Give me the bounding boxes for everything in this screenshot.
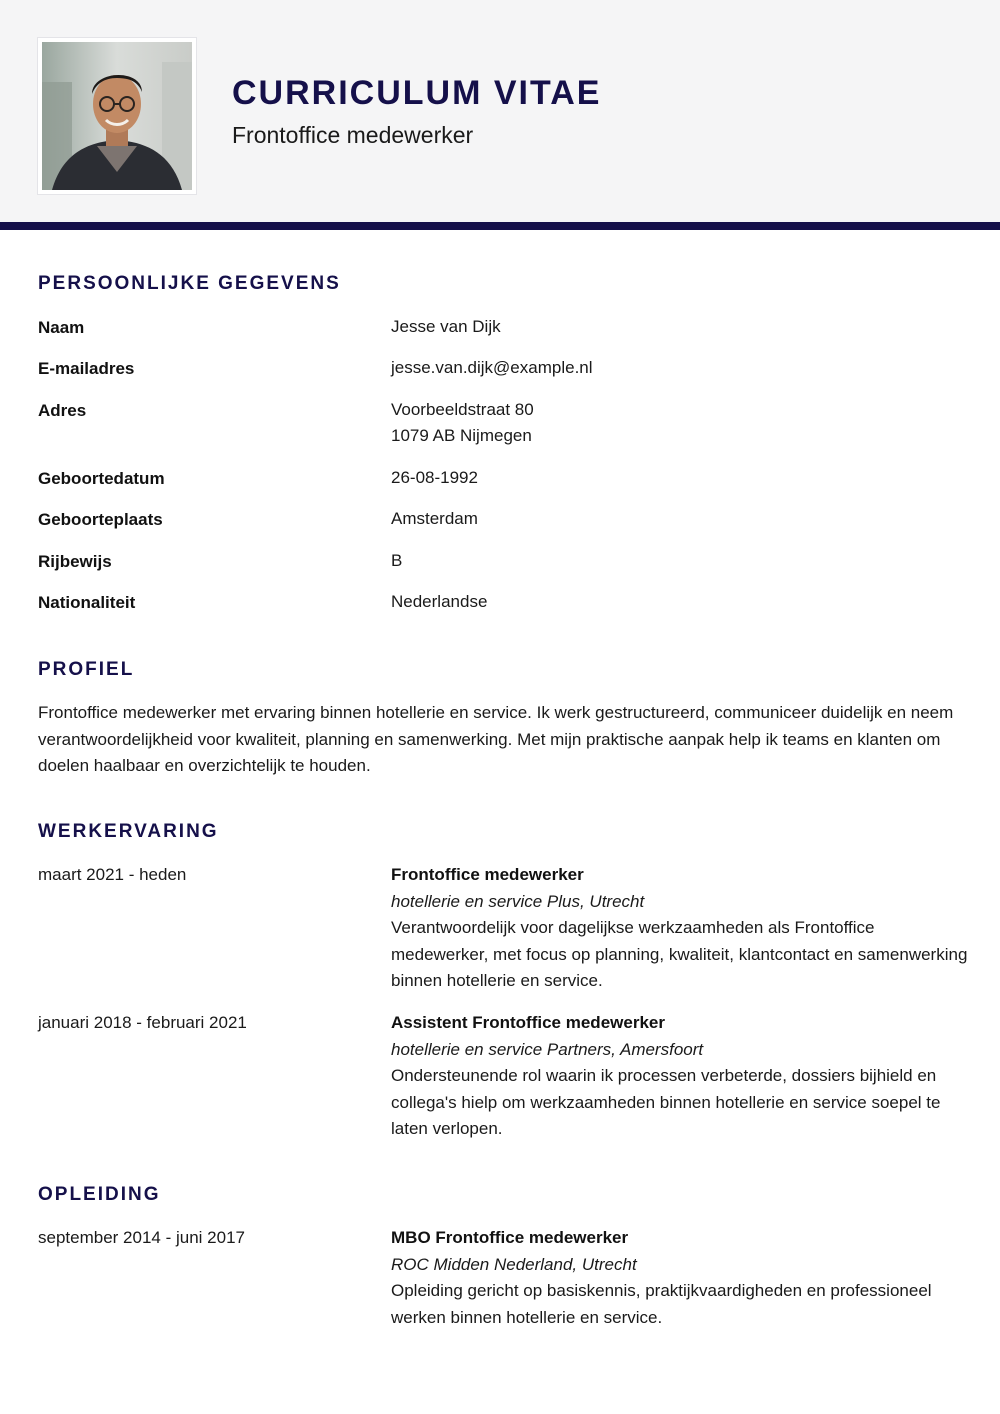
page-title: CURRICULUM VITAE	[232, 74, 602, 112]
profile-photo	[38, 38, 196, 194]
label-birthdate: Geboortedatum	[38, 469, 165, 488]
education-period: september 2014 - juni 2017	[38, 1228, 245, 1247]
section-heading-education: OPLEIDING	[38, 1184, 161, 1205]
header-divider	[0, 222, 1000, 230]
label-name: Naam	[38, 318, 85, 337]
label-birthplace: Geboorteplaats	[38, 510, 163, 529]
label-email: E-mailadres	[38, 359, 135, 378]
section-heading-personal: PERSOONLIJKE GEGEVENS	[38, 273, 341, 294]
label-license: Rijbewijs	[38, 552, 112, 571]
education-entry	[391, 1225, 971, 1331]
experience-organization: hotellerie en service Plus, Utrecht	[391, 891, 645, 911]
experience-entry	[391, 862, 971, 995]
section-heading-experience: WERKERVARING	[38, 821, 219, 842]
avatar-icon	[42, 42, 192, 190]
value-address-city: 1079 AB Nijmegen	[391, 426, 532, 445]
experience-description: Ondersteunende rol waarin ik processen verbeterde, dossiers bijhield en collega's hielp om werkzaamheden binnen hotellerie en service soepel te laten verlopen.	[391, 1066, 941, 1138]
education-description: Opleiding gericht op basiskennis, praktijkvaardigheden en professioneel werken binnen hotellerie en service.	[391, 1281, 932, 1327]
experience-period: maart 2021 - heden	[38, 865, 187, 884]
education-institution: ROC Midden Nederland, Utrecht	[391, 1254, 637, 1274]
value-birthdate: 26-08-1992	[391, 468, 478, 487]
experience-role: Assistent Frontoffice medewerker	[391, 1013, 665, 1032]
experience-organization: hotellerie en service Partners, Amersfoort	[391, 1039, 704, 1059]
value-birthplace: Amsterdam	[391, 509, 478, 528]
experience-role: Frontoffice medewerker	[391, 865, 584, 884]
profile-text: Frontoffice medewerker met ervaring binnen hotellerie en service. Ik werk gestructureerd, communiceer duidelijk en neem verantwoordelijkheid voor kwaliteit, planning en samenwerking. Met mijn praktische aanpak help ik teams en klanten om doelen haalbaar en overzichtelijk te houden.	[38, 703, 954, 775]
value-email: jesse.van.dijk@example.nl	[391, 358, 593, 377]
section-heading-profile: PROFIEL	[38, 659, 135, 680]
label-nationality: Nationaliteit	[38, 593, 136, 612]
education-degree: MBO Frontoffice medewerker	[391, 1228, 629, 1247]
experience-entry	[391, 1010, 971, 1143]
label-address: Adres	[38, 401, 87, 420]
page-subtitle: Frontoffice medewerker	[232, 122, 474, 148]
value-nationality: Nederlandse	[391, 592, 488, 611]
value-address-street: Voorbeeldstraat 80	[391, 400, 534, 419]
value-license: B	[391, 551, 403, 570]
experience-description: Verantwoordelijk voor dagelijkse werkzaamheden als Frontoffice medewerker, met focus op planning, kwaliteit, klantcontact en samenwerking binnen hotellerie en service.	[391, 918, 968, 990]
experience-period: januari 2018 - februari 2021	[38, 1013, 247, 1032]
value-name: Jesse van Dijk	[391, 317, 501, 336]
